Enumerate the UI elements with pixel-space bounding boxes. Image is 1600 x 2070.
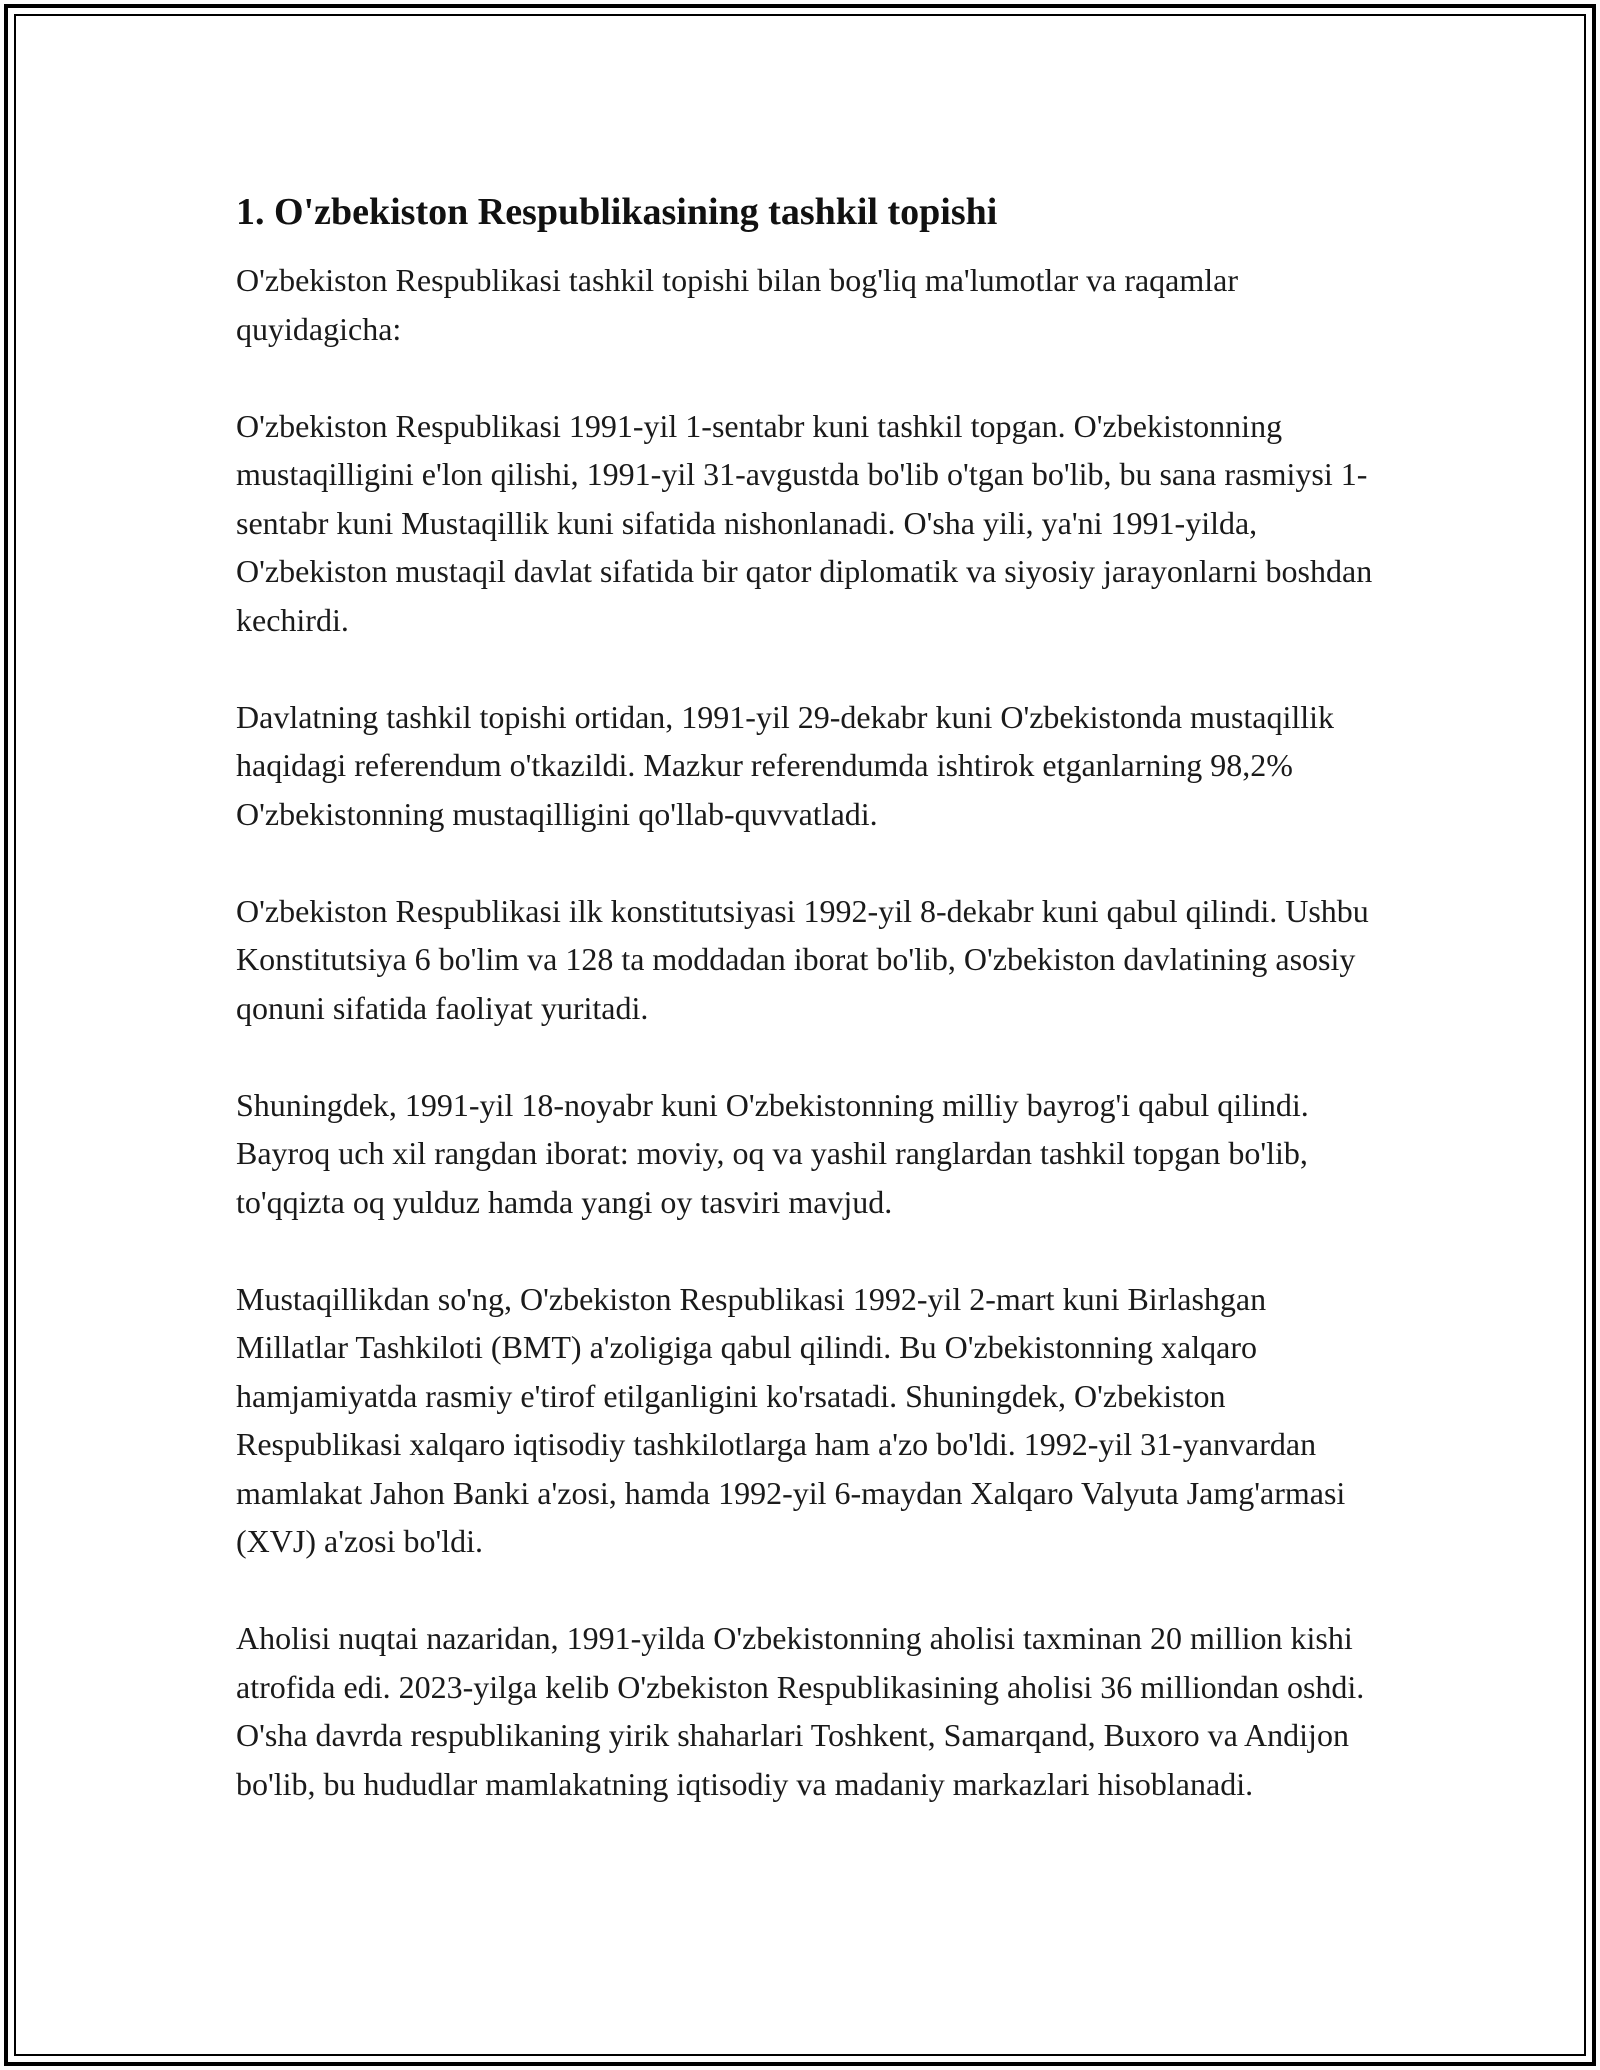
- document-body: [236, 188, 1386, 1857]
- paragraph-population: Aholisi nuqtai nazaridan, 1991-yilda O'zbekistonning aholisi taxminan 20 million kishi atrofida edi. 2023-yilga kelib O'zbekiston Respublikasining aholisi 36 milliondan oshdi. O'sha davrda respublikaning yirik shaharlari Toshkent, Samarqand, Buxoro va Andijon bo'lib, bu hududlar mamlakatning iqtisodiy va madaniy markazlari hisoblanadi.: [236, 1620, 1365, 1802]
- section-title: 1. O'zbekiston Respublikasining tashkil topishi: [236, 191, 998, 233]
- paragraph-international: Mustaqillikdan so'ng, O'zbekiston Respublikasi 1992-yil 2-mart kuni Birlashgan Millatlar Tashkiloti (BMT) a'zoligiga qabul qilindi. Bu O'zbekistonning xalqaro hamjamiyatda rasmiy e'tirof etilganligini ko'rsatadi. Shuningdek, O'zbekiston Respublikasi xalqaro iqtisodiy tashkilotlarga ham a'zo bo'ldi. 1992-yil 31-yanvardan mamlakat Jahon Banki a'zosi, hamda 1992-yil 6-maydan Xalqaro Valyuta Jamg'armasi (XVJ) a'zosi bo'ldi.: [236, 1280, 1346, 1559]
- paragraph-flag: Shuningdek, 1991-yil 18-noyabr kuni O'zbekistonning milliy bayrog'i qabul qilindi. Bayroq uch xil rangdan iborat: moviy, oq va yashil ranglardan tashkil topgan bo'lib, to'qqizta oq yulduz hamda yangi oy tasviri mavjud.: [236, 1086, 1309, 1220]
- paragraph-intro: O'zbekiston Respublikasi tashkil topishi bilan bog'liq ma'lumotlar va raqamlar quyidagicha:: [236, 262, 1239, 347]
- paragraph-referendum: Davlatning tashkil topishi ortidan, 1991-yil 29-dekabr kuni O'zbekistonda mustaqillik haqidagi referendum o'tkazildi. Mazkur referendumda ishtirok etganlarning 98,2% O'zbekistonning mustaqilligini qo'llab-quvvatladi.: [236, 698, 1335, 832]
- paragraph-founding: O'zbekiston Respublikasi 1991-yil 1-sentabr kuni tashkil topgan. O'zbekistonning mustaqilligini e'lon qilishi, 1991-yil 31-avgustda bo'lib o'tgan bo'lib, bu sana rasmiysi 1-sentabr kuni Mustaqillik kuni sifatida nishonlanadi. O'sha yili, ya'ni 1991-yilda, O'zbekiston mustaqil davlat sifatida bir qator diplomatik va siyosiy jarayonlarni boshdan kechirdi.: [236, 407, 1373, 638]
- paragraph-constitution: O'zbekiston Respublikasi ilk konstitutsiyasi 1992-yil 8-dekabr kuni qabul qilindi. Ushbu Konstitutsiya 6 bo'lim va 128 ta moddadan iborat bo'lib, O'zbekiston davlatining asosiy qonuni sifatida faoliyat yuritadi.: [236, 892, 1369, 1026]
